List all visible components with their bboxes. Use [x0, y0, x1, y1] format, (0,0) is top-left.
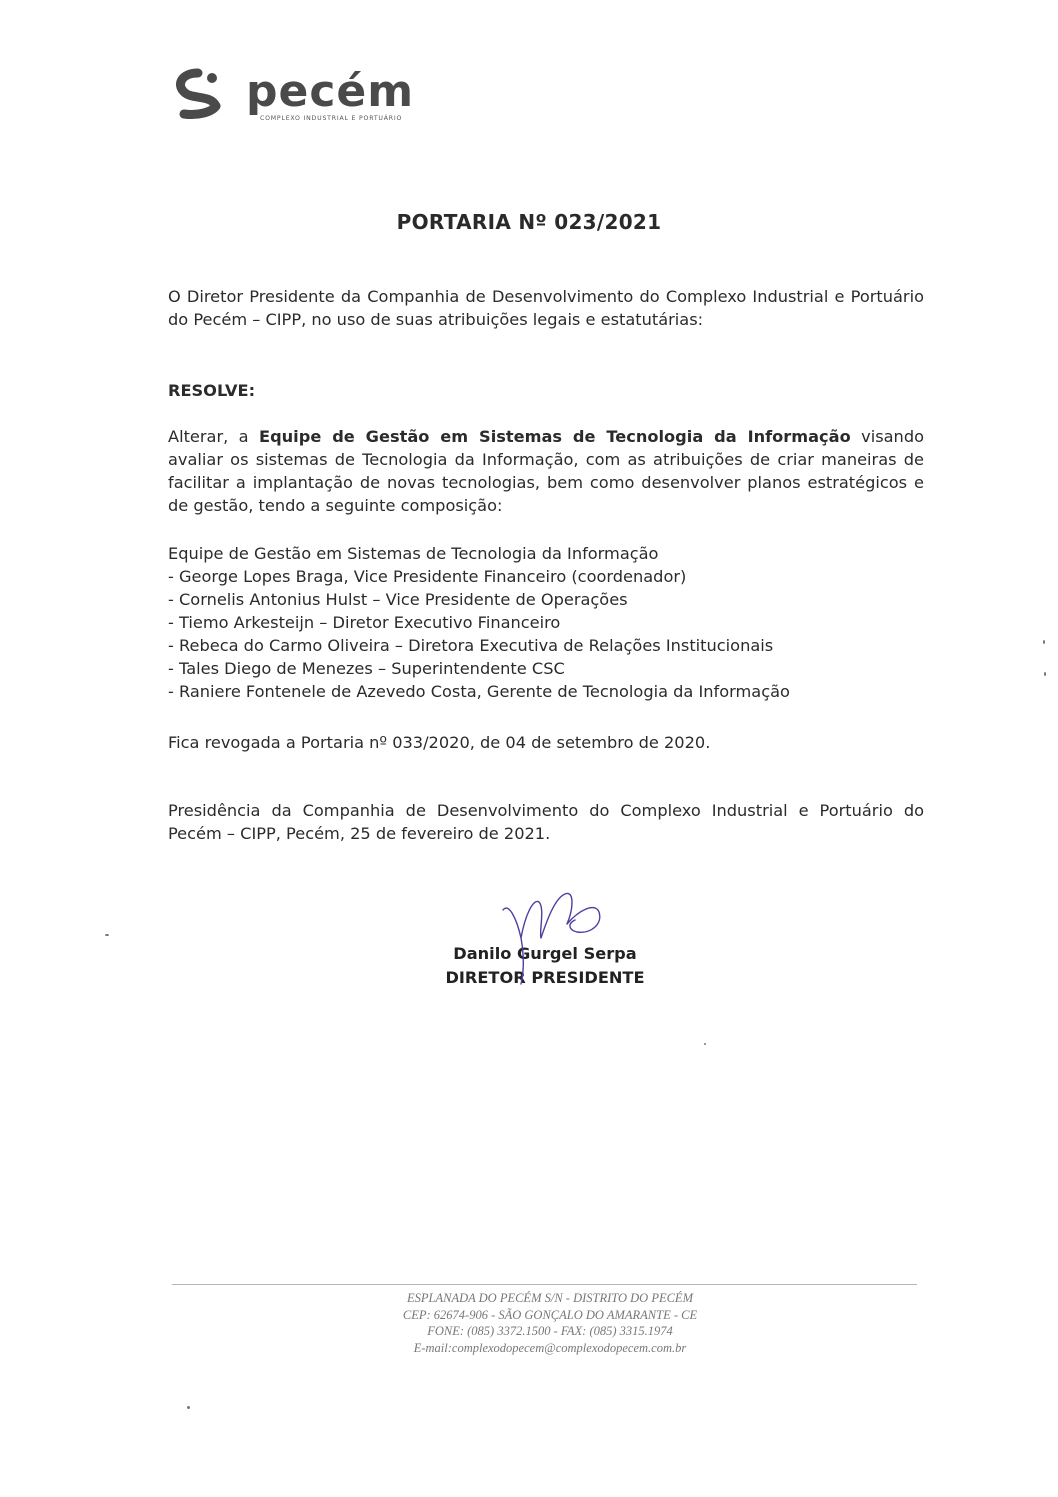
- team-member: - Raniere Fontenele de Azevedo Costa, Gerente de Tecnologia da Informação: [168, 682, 790, 701]
- signer-name: Danilo Gurgel Serpa: [453, 944, 637, 963]
- team-member: - Tiemo Arkesteijn – Diretor Executivo Financeiro: [168, 613, 561, 632]
- document-title: PORTARIA Nº 023/2021: [396, 210, 662, 234]
- footer-line: E-mail:complexodopecem@complexodopecem.com.br: [413, 1340, 687, 1355]
- scan-speck: [105, 934, 109, 936]
- resolve-rest: visando avaliar os sistemas de Tecnologia da Informação, com as atribuições de criar maneiras de facilitar a implantação de novas tecnologias, bem como desenvolver planos estratégicos e de gestão, tendo a seguinte composição:: [168, 427, 924, 515]
- signer-role: DIRETOR PRESIDENTE: [445, 968, 645, 987]
- footer-line: ESPLANADA DO PECÉM S/N - DISTRITO DO PECÉM: [407, 1291, 693, 1305]
- team-member: - Cornelis Antonius Hulst – Vice Presidente de Operações: [168, 590, 628, 609]
- team-name-bold: Equipe de Gestão em Sistemas de Tecnologia da Informação: [259, 427, 851, 446]
- scan-speck: [1043, 640, 1045, 644]
- scan-speck: [1044, 672, 1046, 676]
- scan-speck: [187, 1406, 190, 1409]
- team-member: - Rebeca do Carmo Oliveira – Diretora Executiva de Relações Institucionais: [168, 636, 774, 655]
- resolve-lead: Alterar, a: [168, 427, 260, 446]
- logo-tagline: COMPLEXO INDUSTRIAL E PORTUÁRIO: [260, 115, 403, 122]
- pecem-s-logo-icon: [168, 64, 428, 126]
- team-member: - George Lopes Braga, Vice Presidente Financeiro (coordenador): [168, 567, 687, 586]
- scan-speck: [704, 1043, 706, 1045]
- footer-line: CEP: 62674-906 - SÃO GONÇALO DO AMARANTE - CE: [402, 1307, 698, 1322]
- resolve-paragraph: [168, 425, 924, 517]
- closing-paragraph: Presidência da Companhia de Desenvolvimento do Complexo Industrial e Portuário do Pecém – CIPP, Pecém, 25 de fevereiro de 2021.: [168, 801, 924, 843]
- logo-wordmark: pecém: [246, 66, 415, 117]
- team-composition: [168, 542, 924, 703]
- resolve-heading: RESOLVE:: [168, 381, 256, 400]
- intro-paragraph: O Diretor Presidente da Companhia de Desenvolvimento do Complexo Industrial e Portuário do Pecém – CIPP, no uso de suas atribuições legais e estatutárias:: [168, 287, 924, 329]
- footer-line: FONE: (085) 3372.1500 - FAX: (085) 3315.1974: [427, 1324, 673, 1338]
- footer-divider: [172, 1284, 917, 1285]
- pecem-logo: [168, 64, 428, 126]
- handwritten-signature: [495, 880, 615, 990]
- team-heading: Equipe de Gestão em Sistemas de Tecnologia da Informação: [168, 544, 659, 563]
- footer-address: [300, 1290, 800, 1356]
- revocation-paragraph: Fica revogada a Portaria nº 033/2020, de 04 de setembro de 2020.: [168, 733, 711, 752]
- team-member: - Tales Diego de Menezes – Superintendente CSC: [168, 659, 565, 678]
